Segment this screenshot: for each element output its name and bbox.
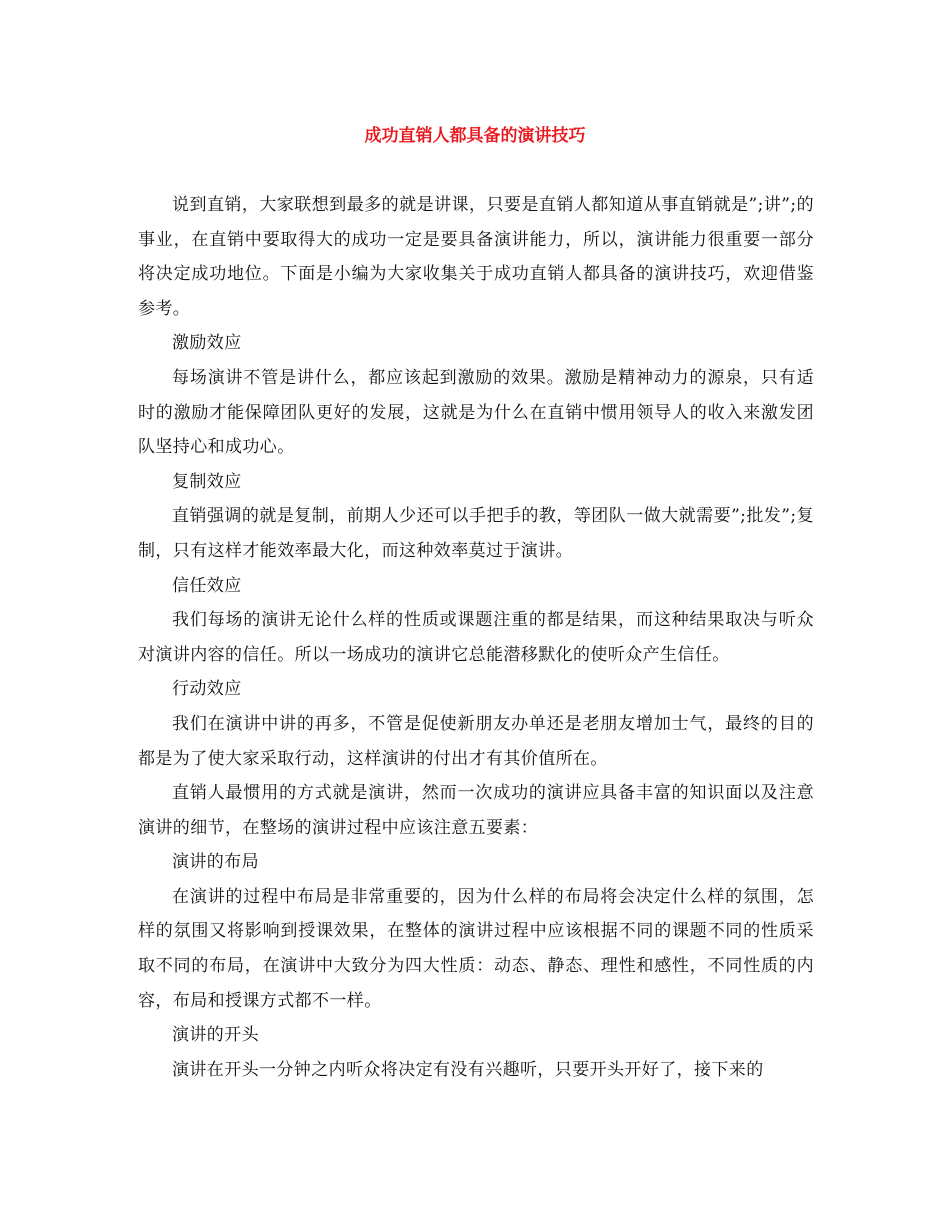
document-title: 成功直销人都具备的演讲技巧 xyxy=(364,126,586,146)
paragraph-layout: 在演讲的过程中布局是非常重要的，因为什么样的布局将会决定什么样的氛围，怎样的氛围又将影响到授课效果，在整体的演讲过程中应该根据不同的课题不同的性质采取不同的布局，在演讲中大致分为四大性质：动态、静态、理性和感性，不同性质的内容，布局和授课方式都不一样。 xyxy=(138,886,814,1011)
paragraph-five-elements: 直销人最惯用的方式就是演讲，然而一次成功的演讲应具备丰富的知识面以及注意演讲的细节，在整场的演讲过程中应该注意五要素： xyxy=(138,783,814,838)
section-heading-action: 行动效应 xyxy=(172,679,242,700)
section-heading-replication: 复制效应 xyxy=(172,471,242,492)
paragraph-opening: 演讲在开头一分钟之内听众将决定有没有兴趣听，只要开头开好了，接下来的 xyxy=(172,1059,764,1080)
intro-paragraph: 说到直销，大家联想到最多的就是讲课，只要是直销人都知道从事直销就是”;讲”;的事业，在直销中要取得大的成功一定是要具备演讲能力，所以，演讲能力很重要一部分将决定成功地位。下面是小编为大家收集关于成功直销人都具备的演讲技巧，欢迎借鉴参考。 xyxy=(138,195,814,319)
paragraph-action: 我们在演讲中讲的再多，不管是促使新朋友办单还是老朋友增加士气，最终的目的都是为了使大家采取行动，这样演讲的付出才有其价值所在。 xyxy=(138,713,814,769)
paragraph-incentive: 每场演讲不管是讲什么，都应该起到激励的效果。激励是精神动力的源泉，只有适时的激励才能保障团队更好的发展，这就是为什么在直销中惯用领导人的收入来激发团队坚持心和成功心。 xyxy=(138,367,814,458)
section-heading-incentive: 激励效应 xyxy=(172,333,242,354)
document-body xyxy=(138,188,814,1087)
section-heading-layout: 演讲的布局 xyxy=(172,852,259,873)
paragraph-replication: 直销强调的就是复制，前期人少还可以手把手的教，等团队一做大就需要”;批发”;复制，只有这样才能效率最大化，而这种效率莫过于演讲。 xyxy=(138,506,814,561)
section-heading-trust: 信任效应 xyxy=(172,575,242,596)
paragraph-trust: 我们每场的演讲无论什么样的性质或课题注重的都是结果，而这种结果取决与听众对演讲内容的信任。所以一场成功的演讲它总能潜移默化的使听众产生信任。 xyxy=(138,610,814,665)
section-heading-opening: 演讲的开头 xyxy=(172,1025,259,1046)
